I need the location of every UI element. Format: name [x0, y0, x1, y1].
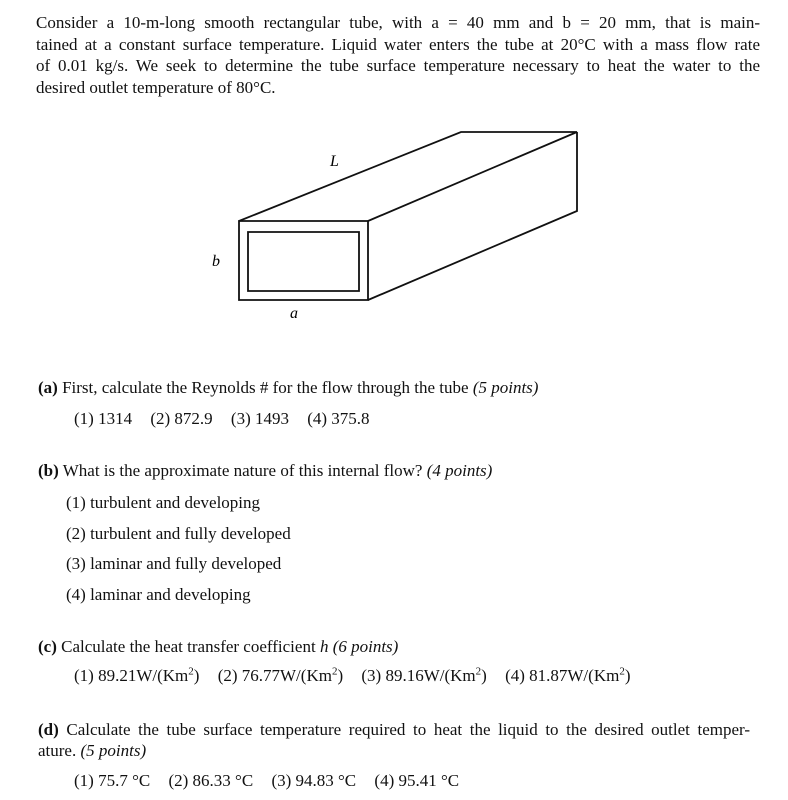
- question-b-options: [66, 492, 291, 614]
- option-c3-value: (3) 89.16: [361, 666, 424, 685]
- intro-line-3: of 0.01 kg/s. We seek to determine the tube surface temperature necessary to heat the water to the: [36, 56, 760, 75]
- option-c1-exp: 2: [188, 665, 194, 678]
- option-a2[interactable]: (2) 872.9: [150, 409, 213, 428]
- intro-line-2: tained at a constant surface temperature. Liquid water enters the tube at 20°C with a mass flow rate: [36, 34, 760, 54]
- option-c1-unit: W/(Km: [136, 666, 189, 685]
- question-a-text: First, calculate the Reynolds # for the flow through the tube: [62, 378, 469, 397]
- question-a-label: (a): [38, 378, 58, 397]
- option-c4-exp: 2: [619, 665, 625, 678]
- question-c-label: (c): [38, 637, 57, 656]
- question-a-options: [74, 409, 384, 429]
- option-c3[interactable]: [361, 666, 486, 685]
- question-b-label: (b): [38, 461, 59, 480]
- option-a1[interactable]: (1) 1314: [74, 409, 133, 428]
- option-c2-exp: 2: [331, 665, 338, 678]
- question-b-text: What is the approximate nature of this internal flow?: [62, 461, 423, 480]
- option-c1-value: (1) 89.21: [74, 666, 137, 685]
- option-c4[interactable]: [505, 666, 630, 685]
- label-a: a: [290, 305, 298, 322]
- question-b: [38, 460, 492, 481]
- tube-inner-opening: [248, 232, 359, 291]
- option-c2-close: ): [337, 666, 344, 685]
- question-d-points: (5 points): [80, 741, 147, 760]
- question-c-text: Calculate the heat transfer coefficient: [61, 637, 316, 656]
- label-L: L: [330, 153, 339, 170]
- problem-statement: [36, 12, 760, 98]
- option-c1[interactable]: [74, 666, 199, 685]
- option-b3[interactable]: (3) laminar and fully developed: [66, 554, 282, 573]
- question-d-options: [74, 771, 473, 791]
- option-c1-close: ): [193, 666, 200, 685]
- option-c3-exp: 2: [475, 665, 482, 678]
- option-b2[interactable]: (2) turbulent and fully developed: [66, 523, 291, 543]
- option-d4[interactable]: (4) 95.41 °C: [374, 771, 460, 790]
- option-b1[interactable]: (1) turbulent and developing: [66, 493, 261, 512]
- option-a4[interactable]: (4) 375.8: [307, 409, 370, 428]
- question-a-points: (5 points): [472, 378, 539, 397]
- option-c2-unit: W/(Km: [280, 666, 332, 685]
- question-c-var: h: [319, 637, 329, 656]
- question-c: [38, 636, 398, 657]
- question-d-text-1: Calculate the tube surface temperature required to heat the liquid to the desired outlet temper-: [66, 720, 751, 739]
- option-b4[interactable]: (4) laminar and developing: [66, 584, 251, 604]
- question-d-text-2: ature.: [38, 741, 77, 760]
- question-b-points: (4 points): [426, 461, 493, 480]
- intro-line-1: Consider a 10-m-long smooth rectangular tube, with a = 40 mm and b = 20 mm, that is main-: [36, 13, 760, 32]
- option-c2[interactable]: [218, 666, 343, 685]
- option-c4-value: (4) 81.87: [505, 666, 568, 685]
- question-d-label: (d): [38, 720, 59, 739]
- question-a: [38, 377, 538, 398]
- option-a3[interactable]: (3) 1493: [230, 409, 289, 428]
- option-c4-close: ): [624, 666, 631, 685]
- option-c3-close: ): [481, 666, 487, 685]
- question-c-options: [74, 666, 645, 686]
- option-d3[interactable]: (3) 94.83 °C: [271, 771, 357, 790]
- rectangular-tube-figure: [0, 120, 788, 330]
- option-d1[interactable]: (1) 75.7 °C: [74, 771, 151, 790]
- intro-line-4: desired outlet temperature of 80°C.: [36, 77, 276, 97]
- label-b: b: [212, 253, 220, 270]
- tube-top-edges: [239, 132, 577, 221]
- question-c-points: (6 points): [332, 637, 399, 656]
- option-c3-unit: W/(Km: [423, 666, 476, 685]
- option-d2[interactable]: (2) 86.33 °C: [168, 771, 254, 790]
- option-c4-unit: W/(Km: [567, 666, 620, 685]
- question-d: [38, 719, 750, 761]
- option-c2-value: (2) 76.77: [217, 666, 281, 685]
